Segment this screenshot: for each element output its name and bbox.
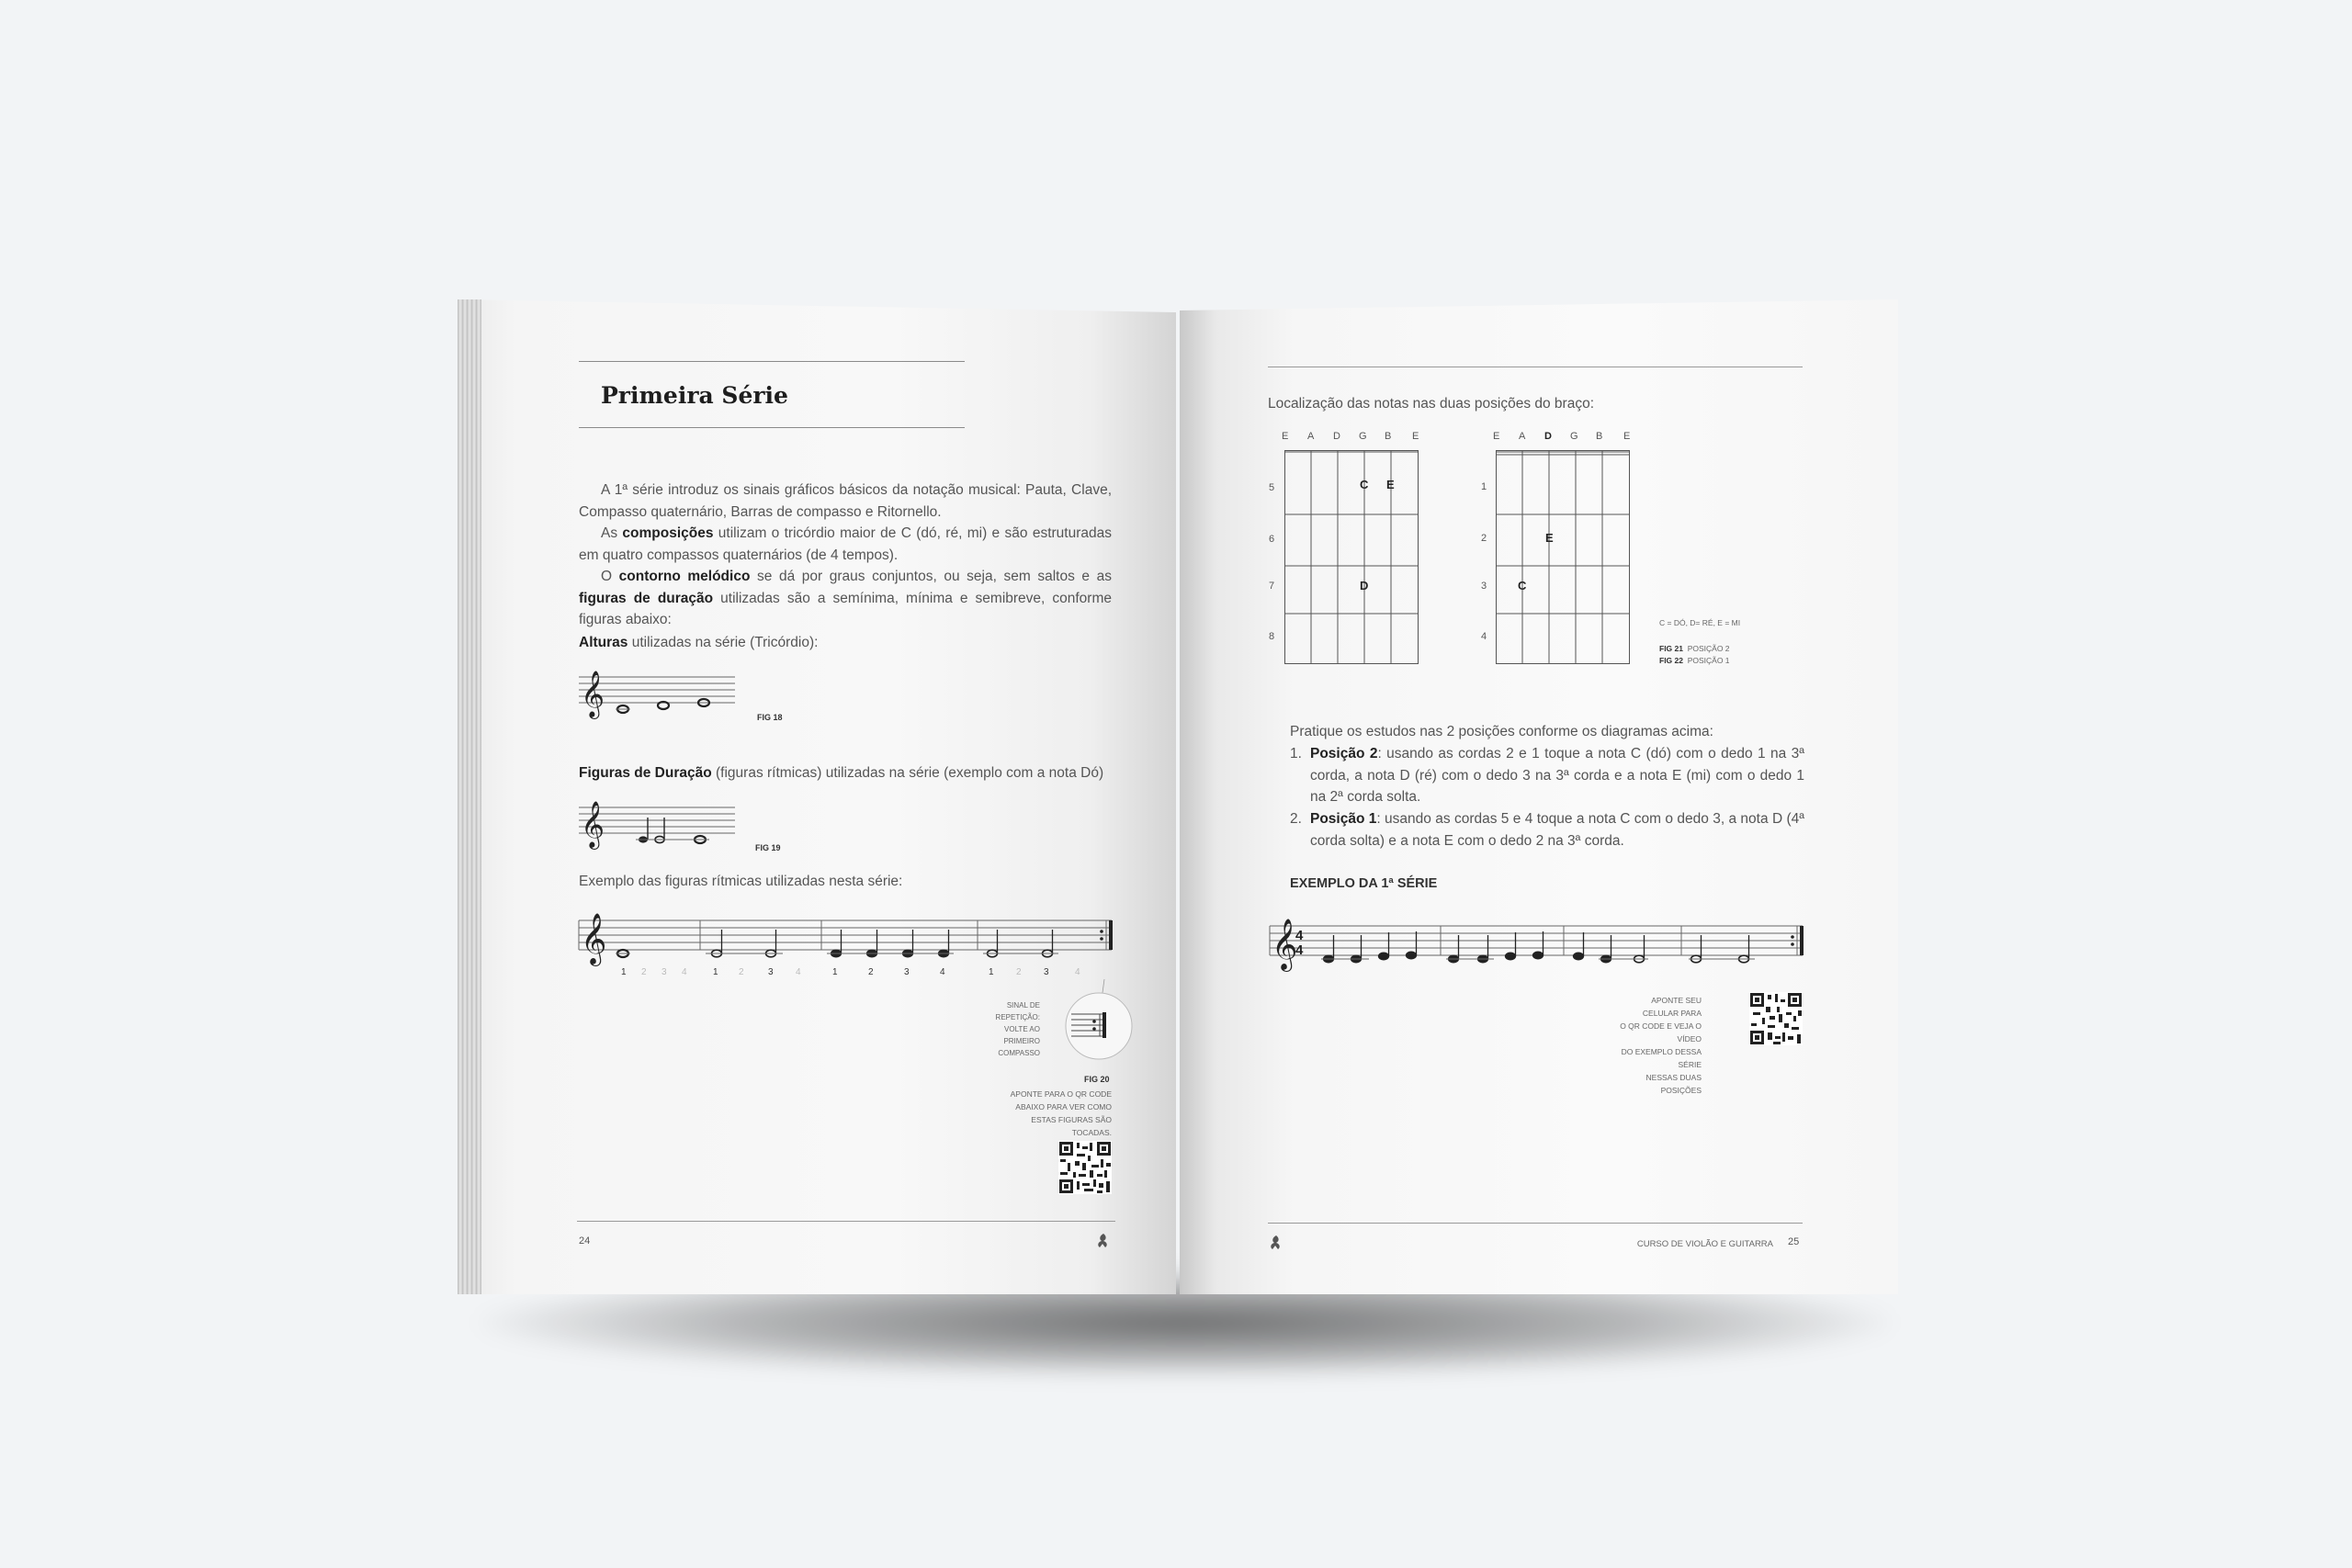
fret-label: 4 bbox=[1481, 631, 1487, 642]
count-3: 3 bbox=[662, 967, 667, 977]
fret-label: 1 bbox=[1481, 481, 1487, 492]
title-rule-top bbox=[579, 361, 965, 362]
note-c-marker: C bbox=[1360, 478, 1369, 491]
string-label: A bbox=[1519, 431, 1526, 442]
fret-label: 2 bbox=[1481, 533, 1487, 544]
page-number-right: 25 bbox=[1788, 1236, 1800, 1247]
fret-label: 5 bbox=[1269, 482, 1275, 493]
staff-fig19 bbox=[579, 794, 744, 858]
string-label: E bbox=[1282, 431, 1289, 442]
logo-icon bbox=[1095, 1233, 1112, 1249]
fig21-caption: FIG 21 POSIÇÃO 2 bbox=[1659, 644, 1730, 653]
localizacao-label: Localização das notas nas duas posições do braço: bbox=[1268, 396, 1595, 412]
treble-clef-icon: 𝄞 bbox=[581, 801, 605, 848]
page-title: Primeira Série bbox=[601, 382, 788, 409]
count-12: 4 bbox=[940, 967, 945, 977]
list-item-2: 2. Posição 1: usando as cordas 5 e 4 toque a nota C com o dedo 3, a nota D (4ª corda solta) e a nota E com o dedo 2 na 3ª corda. bbox=[1290, 811, 1804, 849]
note-e-marker: E bbox=[1545, 531, 1554, 545]
count-6: 2 bbox=[739, 967, 744, 977]
count-7: 3 bbox=[768, 967, 774, 977]
qr-code-icon[interactable] bbox=[1058, 1141, 1112, 1194]
alturas-label: Alturas utilizadas na série (Tricórdio): bbox=[579, 635, 819, 650]
count-15: 3 bbox=[1044, 967, 1049, 977]
qr-note-right: APONTE SEU CELULAR PARA O QR CODE E VEJA O VÍDEO DO EXEMPLO DESSA SÉRIE NESSAS DUAS POSIÇÕES bbox=[1620, 996, 1702, 1095]
count-2: 2 bbox=[641, 967, 647, 977]
treble-clef-icon: 𝄞 bbox=[581, 671, 605, 717]
intro-paragraph-2: As composições utilizam o tricórdio maior de C (dó, ré, mi) e são estruturadas em quatro compassos quaternários (de 4 tempos). bbox=[579, 525, 1112, 563]
string-label: B bbox=[1385, 431, 1392, 442]
string-label: G bbox=[1359, 431, 1367, 442]
logo-icon bbox=[1268, 1235, 1284, 1251]
string-label: B bbox=[1596, 431, 1603, 442]
count-13: 1 bbox=[989, 967, 994, 977]
exemplo-title: EXEMPLO DA 1ª SÉRIE bbox=[1290, 876, 1438, 891]
footer-rule-left bbox=[577, 1221, 1115, 1222]
staff-exemplo bbox=[1268, 915, 1810, 979]
fret-label: 8 bbox=[1269, 631, 1275, 642]
count-8: 4 bbox=[796, 967, 801, 977]
count-14: 2 bbox=[1016, 967, 1022, 977]
note-e-marker: E bbox=[1386, 478, 1395, 491]
count-9: 1 bbox=[832, 967, 838, 977]
note-c-marker: C bbox=[1518, 579, 1527, 592]
fret-label: 3 bbox=[1481, 581, 1487, 592]
count-10: 2 bbox=[868, 967, 874, 977]
string-label: D bbox=[1333, 431, 1340, 442]
qr-note-left: APONTE PARA O QR CODE ABAIXO PARA VER COMO ESTAS FIGURAS SÃO TOCADAS. bbox=[1010, 1089, 1112, 1137]
fig18-caption: FIG 18 bbox=[757, 713, 783, 722]
list-item-1: 1. Posição 2: usando as cordas 2 e 1 toque a nota C (dó) com o dedo 1 na 3ª corda, a nota D (ré) com o dedo 3 na 3ª corda e a nota E (mi) com o dedo 1 na 2ª corda solta. bbox=[1290, 746, 1805, 805]
count-5: 1 bbox=[713, 967, 718, 977]
repeat-callout bbox=[1047, 955, 1139, 1075]
string-label: G bbox=[1570, 431, 1578, 442]
treble-clef-icon: 𝄞 bbox=[1272, 919, 1298, 970]
exemplo-label: Exemplo das figuras rítmicas utilizadas nesta série: bbox=[579, 874, 903, 889]
intro-paragraph-1: A 1ª série introduz os sinais gráficos básicos da notação musical: Pauta, Clave, Compasso quaternário, Barras de compasso e Ritornello. bbox=[579, 482, 1112, 520]
time-signature-bottom: 4 bbox=[1295, 942, 1304, 958]
fig19-caption: FIG 19 bbox=[755, 843, 781, 852]
title-rule-bottom bbox=[579, 427, 965, 428]
count-16: 4 bbox=[1075, 967, 1080, 977]
page-edges bbox=[458, 299, 481, 1294]
note-legend: C = DÓ, D= RÉ, E = MI bbox=[1659, 618, 1741, 627]
string-label: A bbox=[1307, 431, 1315, 442]
intro-paragraph-3: O contorno melódico se dá por graus conjuntos, ou seja, sem saltos e as figuras de duração utilizadas são a semínima, mínima e semibreve, conforme figuras abaixo: bbox=[579, 569, 1112, 627]
treble-clef-icon: 𝄞 bbox=[581, 913, 607, 964]
repeat-note: SINAL DE REPETIÇÃO: VOLTE AO PRIMEIRO COMPASSO bbox=[995, 1001, 1040, 1057]
staff-fig18 bbox=[579, 663, 744, 728]
fret-label: 7 bbox=[1269, 581, 1275, 592]
count-1: 1 bbox=[621, 967, 627, 977]
fret-label: 6 bbox=[1269, 534, 1275, 545]
string-label: D bbox=[1544, 431, 1552, 442]
footer-course-title: CURSO DE VIOLÃO E GUITARRA bbox=[1636, 1239, 1773, 1249]
string-label: E bbox=[1623, 431, 1631, 442]
qr-code-icon[interactable] bbox=[1749, 992, 1803, 1045]
time-signature-top: 4 bbox=[1295, 928, 1304, 943]
footer-rule-right bbox=[1268, 1223, 1803, 1224]
count-11: 3 bbox=[904, 967, 910, 977]
count-4: 4 bbox=[682, 967, 687, 977]
figuras-label: Figuras de Duração (figuras rítmicas) utilizadas na série (exemplo com a nota Dó) bbox=[579, 765, 1104, 781]
staff-fig20 bbox=[577, 909, 1119, 983]
note-d-marker: D bbox=[1360, 579, 1369, 592]
string-label: E bbox=[1493, 431, 1500, 442]
pratique-label: Pratique os estudos nas 2 posições conforme os diagramas acima: bbox=[1290, 724, 1713, 739]
fig22-caption: FIG 22 POSIÇÃO 1 bbox=[1659, 656, 1730, 665]
fig20-caption: FIG 20 bbox=[1084, 1075, 1110, 1084]
string-label: E bbox=[1412, 431, 1419, 442]
page-number-left: 24 bbox=[579, 1235, 591, 1247]
